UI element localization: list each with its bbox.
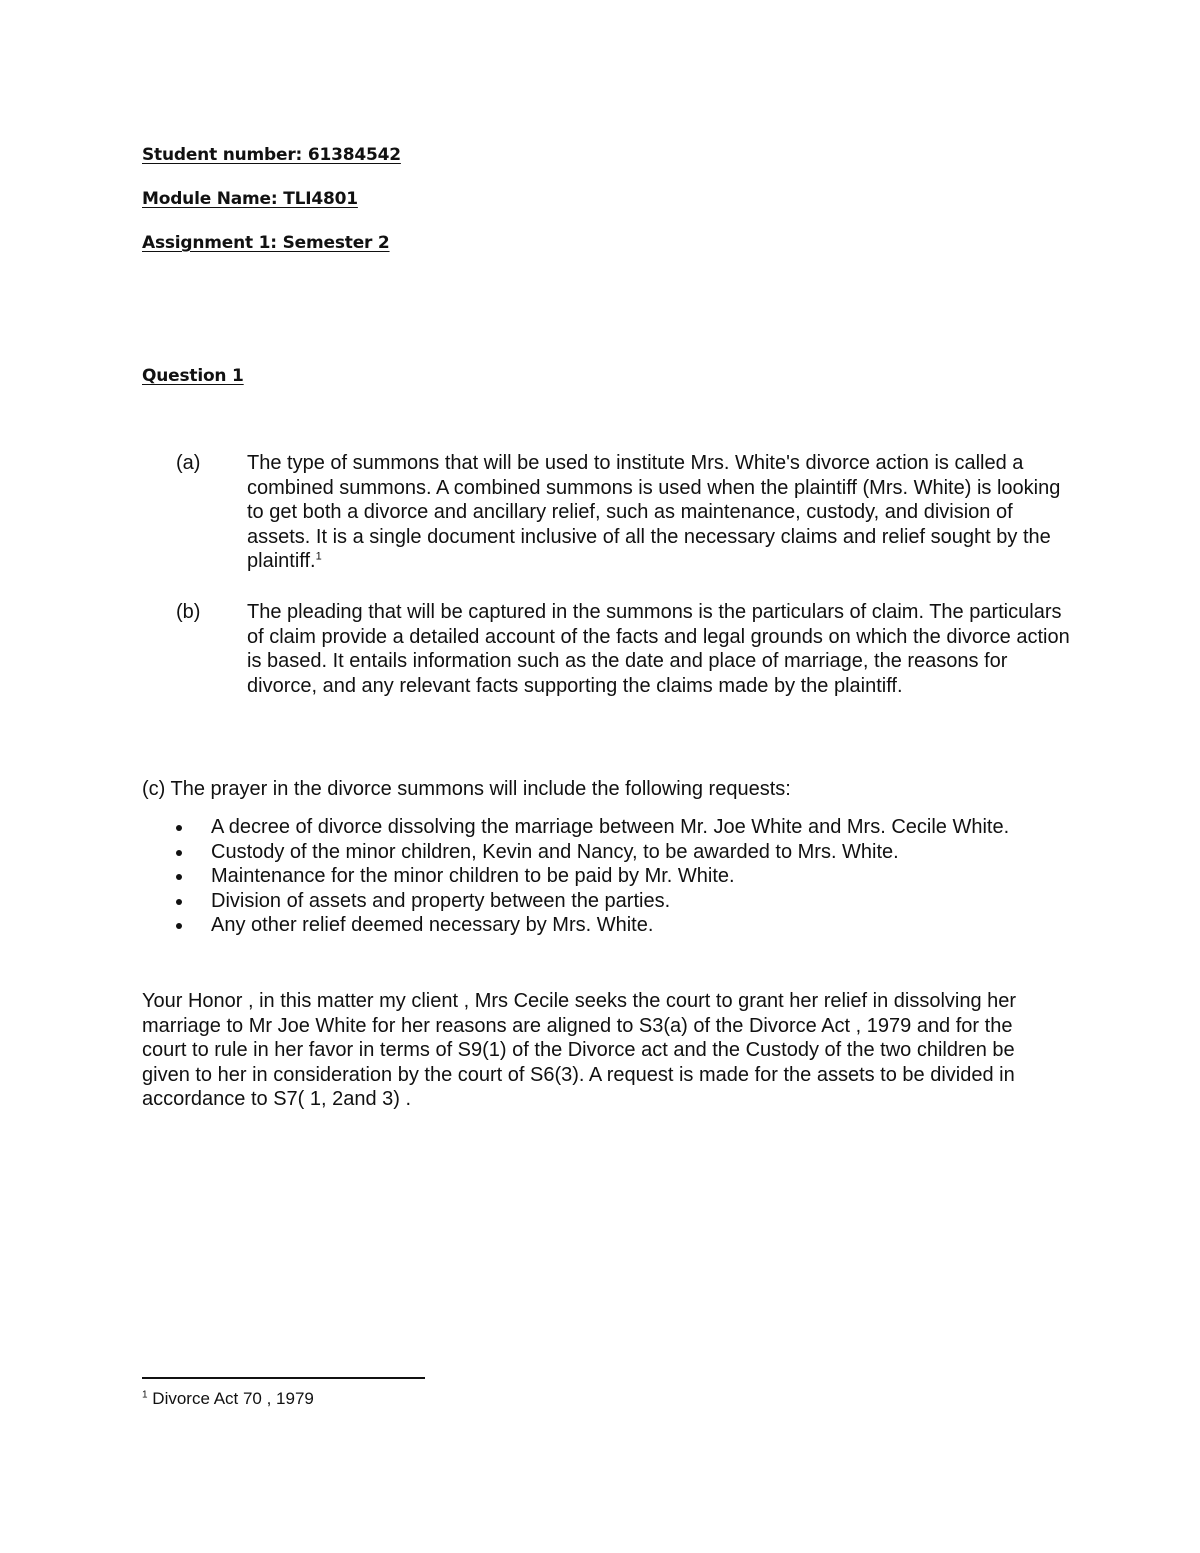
student-number: Student number: 61384542 [142,145,401,165]
closing-paragraph: Your Honor , in this matter my client , Mrs Cecile seeks the court to grant her relief in dissolving her marriage to Mr Joe White for her reasons are aligned to S3(a) of the Divorce Act , 1979 and for the court to rule in her favor in terms of S9(1) of the Divorce act and the Custody of the two children be given to her in consideration by the court of S6(3). A request is made for the assets to be divided in accordance to S7( 1, 2and 3) . [142,990,1017,1110]
bullet-icon [176,874,182,880]
footnote-ref: 1 [315,550,322,563]
footnote-text: Divorce Act 70 , 1979 [147,1389,314,1408]
part-a-paragraph [247,451,1072,574]
list-item [142,840,1042,865]
question-title: Question 1 [142,366,244,386]
list-item-text: Custody of the minor children, Kevin and Nancy, to be awarded to Mrs. White. [211,840,899,863]
assignment-title: Assignment 1: Semester 2 [142,233,390,253]
list-item-text: Maintenance for the minor children to be paid by Mr. White. [211,865,735,887]
part-b-label: (b) [176,601,201,623]
list-item [142,864,1042,889]
footnote [142,1389,314,1409]
list-item-text: Any other relief deemed necessary by Mrs. White. [211,914,654,936]
bullet-icon [176,923,182,929]
part-a [176,451,1076,574]
part-a-label: (a) [176,452,201,474]
bullet-icon [176,825,182,831]
list-item-text: Division of assets and property between the parties. [211,889,671,912]
list-item [142,889,1042,914]
bullet-icon [176,850,182,856]
prayer-list [142,815,1042,938]
footnote-number: 1 [142,1389,148,1401]
list-item [142,815,1042,840]
footnote-divider [142,1377,425,1379]
part-a-text: The type of summons that will be used to institute Mrs. White's divorce action is called a combined summons. A combined summons is used when the plaintiff (Mrs. White) is looking to get both a divorce and ancillary relief, such as maintenance, custody, and division of assets. It is a single document inclusive of all the necessary claims and relief sought by the plaintiff. [247,452,1061,572]
part-b-text: The pleading that will be captured in the summons is the particulars of claim. The particulars of claim provide a detailed account of the facts and legal grounds on which the divorce action is based. It entails information such as the date and place of marriage, the reasons for divorce, and any relevant facts supporting the claims made by the plaintiff. [247,601,1070,697]
list-item [142,913,1042,938]
part-c-intro: (c) The prayer in the divorce summons will include the following requests: [142,778,791,800]
list-item-text: A decree of divorce dissolving the marriage between Mr. Joe White and Mrs. Cecile White. [211,816,1010,838]
bullet-icon [176,899,182,905]
part-b [176,600,1076,698]
module-name: Module Name: TLI4801 [142,189,358,209]
